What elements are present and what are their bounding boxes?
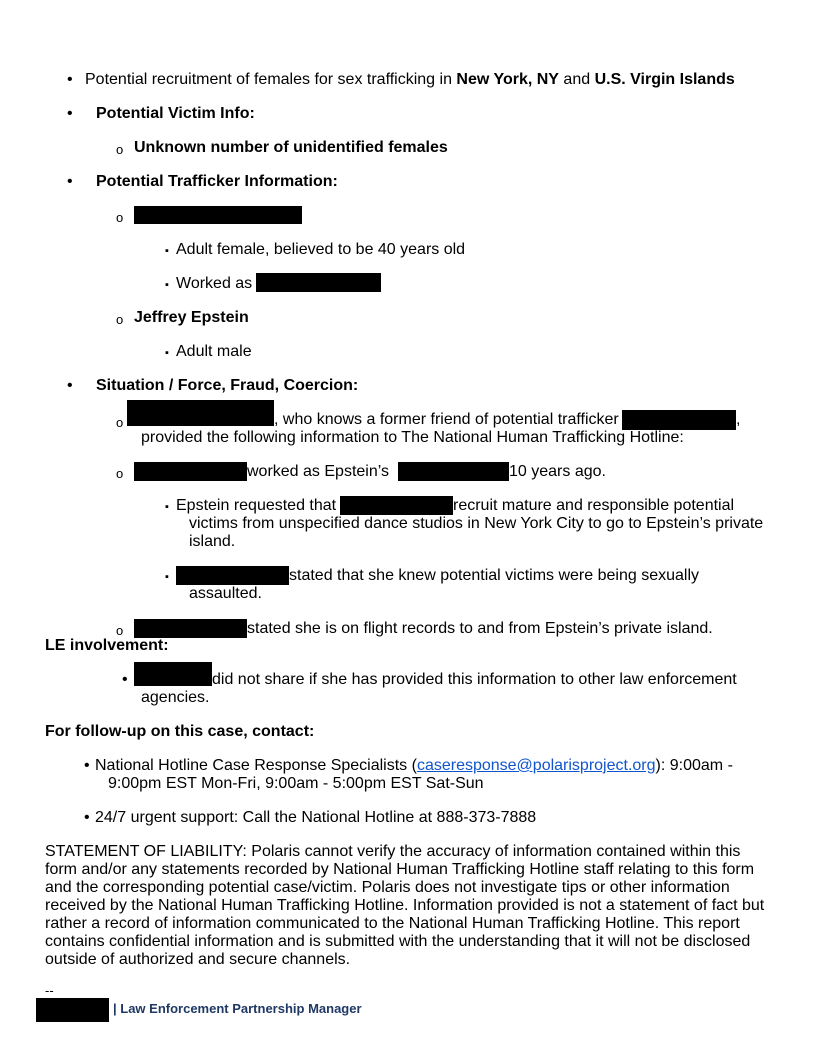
- liability-line-2: form and/or any statements recorded by National Human Trafficking Hotline staff relating to this form: [45, 861, 755, 878]
- bullet-le: [122, 671, 128, 689]
- trafficker-2-detail: Adult male: [176, 343, 252, 360]
- redaction-trafficker-1-role: [256, 273, 381, 292]
- le-heading: LE involvement:: [45, 637, 169, 654]
- trafficker-1-detail-age: Adult female, believed to be 40 years old: [176, 241, 466, 258]
- situation-3-line-2: victims from unspecified dance studios in New York City to go to Epstein’s private: [189, 515, 764, 532]
- bullet-victim-heading: [67, 105, 73, 123]
- trafficker-heading: Potential Trafficker Information:: [96, 173, 338, 190]
- redaction-trafficker-ref: [622, 410, 736, 430]
- circle-bullet-victim: o: [116, 142, 124, 157]
- followup-contact-1-suffix: ): 9:00am -: [655, 757, 733, 774]
- square-bullet-t1-b: ▪: [165, 279, 169, 291]
- situation-3-text-b: recruit mature and responsible potential: [453, 497, 735, 514]
- recruitment-text: Potential recruitment of females for sex trafficking in: [85, 71, 457, 88]
- liability-line-4: received by the National Human Trafficking Hotline. Information provided is not a statement of fact but: [45, 897, 765, 914]
- bullet-recruitment: [67, 71, 73, 89]
- redaction-s5-subject: [134, 619, 247, 638]
- followup-contact-2: 24/7 urgent support: Call the National Hotline at 888-373-7888: [95, 809, 537, 826]
- situation-heading: Situation / Force, Fraud, Coercion:: [96, 377, 359, 394]
- square-bullet-s3: ▪: [165, 501, 169, 513]
- signature-dashes: --: [45, 983, 54, 998]
- liability-line-5: rather a record of information communicated to the National Human Trafficking Hotline. This report: [45, 915, 740, 932]
- recruitment-line: [85, 71, 735, 89]
- situation-2-text-a: worked as Epstein’s: [247, 463, 389, 480]
- recruitment-location-usvi: U.S. Virgin Islands: [594, 71, 735, 88]
- situation-3-text-a: Epstein requested that: [176, 497, 337, 514]
- redaction-signature-name: [36, 998, 109, 1022]
- le-line-1: did not share if she has provided this information to other law enforcement: [212, 671, 737, 688]
- situation-1-line-2: provided the following information to The National Human Trafficking Hotline:: [141, 429, 684, 446]
- victim-detail: Unknown number of unidentified females: [134, 139, 448, 156]
- liability-line-6: contains confidential information and is submitted with the understanding that it will not be disclosed: [45, 933, 751, 950]
- circle-bullet-situation-1: o: [116, 415, 124, 430]
- bullet-followup-1: [84, 757, 90, 775]
- square-bullet-s4: ▪: [165, 571, 169, 583]
- redaction-le-name: [134, 662, 212, 686]
- situation-1-text-b: ,: [736, 411, 741, 428]
- bullet-situation-heading: [67, 377, 73, 395]
- le-line-2: agencies.: [141, 689, 210, 706]
- square-bullet-t1-a: ▪: [165, 245, 169, 257]
- redaction-s3-subject: [340, 496, 453, 515]
- liability-line-1: STATEMENT OF LIABILITY: Polaris cannot verify the accuracy of information contained within this: [45, 843, 741, 860]
- redaction-s4-subject: [176, 566, 289, 585]
- recruitment-joiner: and: [558, 71, 595, 88]
- redaction-s2-role: [398, 462, 509, 481]
- redaction-s2-subject: [134, 462, 247, 481]
- redaction-trafficker-1-name: [134, 206, 302, 224]
- situation-4-line-2: assaulted.: [189, 585, 262, 602]
- situation-5-text: stated she is on flight records to and from Epstein’s private island.: [247, 620, 713, 637]
- square-bullet-t2: ▪: [165, 347, 169, 359]
- followup-contact-1-line-2: 9:00pm EST Mon-Fri, 9:00am - 5:00pm EST Sat-Sun: [108, 775, 484, 792]
- redaction-reporter-name: [127, 400, 274, 426]
- liability-line-3: and the corresponding potential case/victim. Polaris does not investigate tips or other information: [45, 879, 730, 896]
- situation-3-line-3: island.: [189, 533, 236, 550]
- victim-heading: Potential Victim Info:: [96, 105, 255, 122]
- circle-bullet-situation-2: o: [116, 466, 124, 481]
- situation-2-text-b: 10 years ago.: [509, 463, 606, 480]
- trafficker-2-name: Jeffrey Epstein: [134, 309, 249, 326]
- bullet-trafficker-heading: [67, 173, 73, 191]
- followup-contact-1-prefix: National Hotline Case Response Specialists (: [95, 757, 417, 774]
- liability-line-7: outside of authorized and secure channels.: [45, 951, 351, 968]
- liability-statement: [45, 843, 775, 969]
- followup-heading: For follow-up on this case, contact:: [45, 723, 315, 740]
- trafficker-1-detail-work: Worked as: [176, 275, 253, 292]
- signature-title: | Law Enforcement Partnership Manager: [113, 1001, 362, 1016]
- circle-bullet-trafficker-1: o: [116, 210, 124, 225]
- circle-bullet-situation-5: o: [116, 623, 124, 638]
- followup-contact-1: [95, 757, 733, 775]
- recruitment-location-ny: New York, NY: [456, 71, 559, 88]
- case-response-email-link[interactable]: caseresponse@polarisproject.org: [416, 757, 656, 774]
- circle-bullet-trafficker-2: o: [116, 312, 124, 327]
- bullet-followup-2: [84, 809, 90, 827]
- situation-4-text-a: stated that she knew potential victims were being sexually: [289, 567, 699, 584]
- situation-1-text-a: , who knows a former friend of potential trafficker: [274, 411, 619, 428]
